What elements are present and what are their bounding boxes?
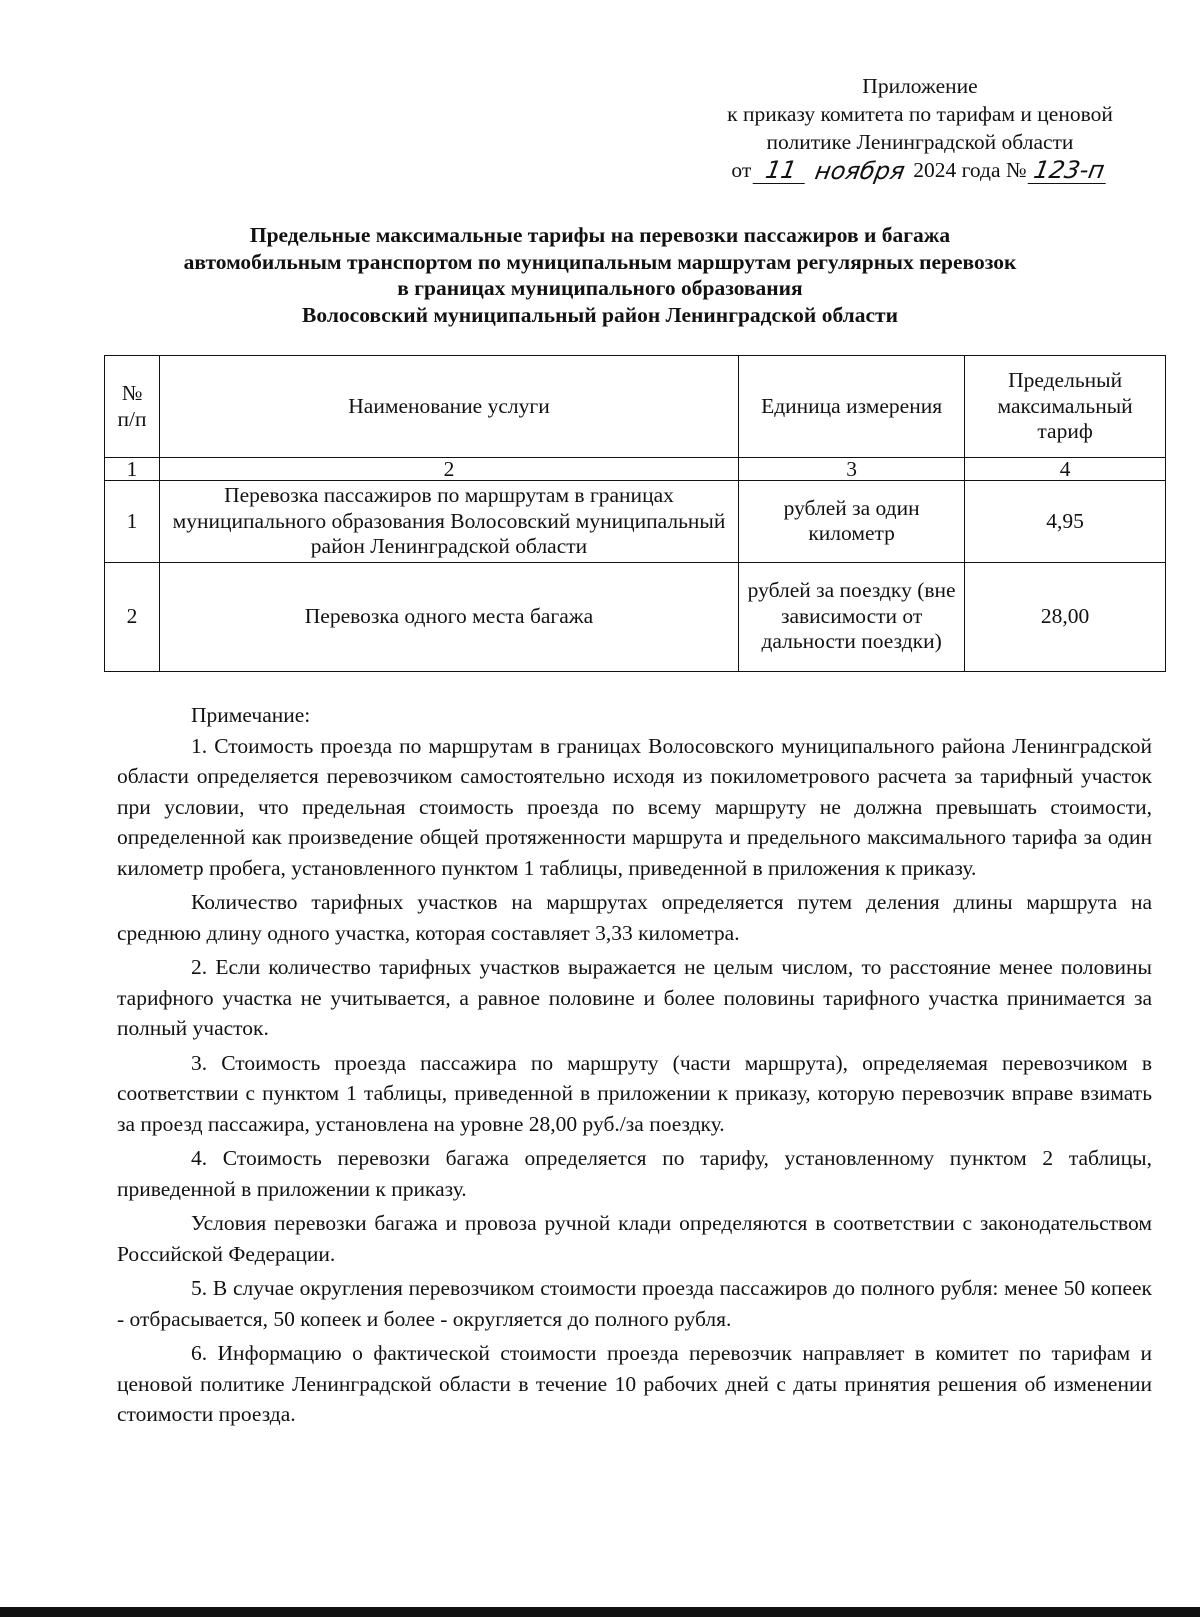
index-cell: 3 bbox=[739, 458, 965, 481]
title-line-4: Волосовский муниципальный район Ленинградской области bbox=[302, 302, 898, 327]
header-name: Наименование услуги bbox=[159, 356, 738, 458]
title-line-1: Предельные максимальные тарифы на перевозки пассажиров и багажа bbox=[249, 223, 951, 247]
scan-edge-bar bbox=[0, 1607, 1200, 1617]
note-paragraph: 3. Стоимость проезда пассажира по маршруту (части маршрута), определяемая перевозчиком в соответствии с пунктом 1 таблицы, приведенной в приложении к приказу, которую перевозчик вправе взимать за проезд пассажира, установлена на уровне 28,00 руб./за поездку. bbox=[117, 1050, 1152, 1136]
row-unit: рублей за поездку (вне зависимости от дальности поездки) bbox=[739, 562, 965, 671]
row-num: 1 bbox=[105, 481, 160, 563]
header-num: № п/п bbox=[105, 356, 160, 458]
row-tariff: 4,95 bbox=[965, 481, 1166, 563]
date-prefix: от bbox=[731, 158, 752, 182]
notes-section bbox=[117, 700, 1152, 1430]
appendix-title: Приложение bbox=[862, 74, 978, 98]
title-line-2: автомобильным транспортом по муниципальным маршрутам регулярных перевозок bbox=[183, 249, 1017, 274]
appendix-date-line bbox=[660, 156, 1180, 184]
note-paragraph: Условия перевозки багажа и провоза ручной клади определяются в соответствии с законодательством Российской Федерации. bbox=[117, 1211, 1152, 1266]
index-cell: 1 bbox=[105, 458, 160, 481]
note-paragraph: Количество тарифных участков на маршрутах определяется путем деления длины маршрута на среднюю длину одного участка, которая составляет 3,33 километра. bbox=[117, 890, 1152, 945]
table-row bbox=[105, 481, 1166, 563]
note-paragraph: 1. Стоимость проезда по маршрутам в границах Волосовского муниципального района Ленинградской области определяется перевозчиком самостоятельно исходя из покилометрового расчета за тарифный участок при условии, что предельная стоимость проезда по всему маршруту не должна превышать стоимости, определенной как произведение общей протяженности маршрута и предельного максимального тарифа за один километр пробега, установленного пунктом 1 таблицы, приведенной в приложения к приказу. bbox=[117, 733, 1152, 880]
date-year: 2024 года № bbox=[913, 158, 1027, 182]
header-tariff: Предельный максимальный тариф bbox=[965, 356, 1166, 458]
row-num: 2 bbox=[105, 562, 160, 671]
table-header-row bbox=[105, 356, 1166, 458]
header-unit: Единица измерения bbox=[739, 356, 965, 458]
index-cell: 4 bbox=[965, 458, 1166, 481]
document-title bbox=[100, 222, 1100, 328]
index-cell: 2 bbox=[159, 458, 738, 481]
notes-heading: Примечание: bbox=[191, 703, 311, 727]
table-row bbox=[105, 562, 1166, 671]
appendix-header bbox=[660, 72, 1180, 184]
note-paragraph: 4. Стоимость перевозки багажа определяется по тарифу, установленному пунктом 2 таблицы, приведенной в приложении к приказу. bbox=[117, 1146, 1152, 1201]
tariff-table bbox=[104, 355, 1166, 672]
appendix-committee: политике Ленинградской области bbox=[766, 130, 1074, 154]
appendix-order-ref: к приказу комитета по тарифам и ценовой bbox=[727, 102, 1113, 126]
handwritten-order-number: 123-п bbox=[1028, 157, 1111, 184]
row-tariff: 28,00 bbox=[965, 562, 1166, 671]
note-paragraph: 6. Информацию о фактической стоимости проезда перевозчик направляет в комитет по тарифам и ценовой политике Ленинградской области в течение 10 рабочих дней с даты принятия решения об изменении стоимости проезда. bbox=[117, 1341, 1152, 1426]
row-service-name: Перевозка одного места багажа bbox=[159, 562, 738, 671]
handwritten-day: 11 bbox=[753, 157, 810, 184]
table-index-row bbox=[105, 458, 1166, 481]
row-service-name: Перевозка пассажиров по маршрутам в границах муниципального образования Волосовский муниципальный район Ленинградской области bbox=[159, 481, 738, 563]
row-unit: рублей за один километр bbox=[739, 481, 965, 563]
title-line-3: в границах муниципального образования bbox=[397, 276, 803, 300]
note-paragraph: 5. В случае округления перевозчиком стоимости проезда пассажиров до полного рубля: менее 50 копеек - отбрасывается, 50 копеек и более - округляется до полного рубля. bbox=[117, 1276, 1152, 1331]
note-paragraph: 2. Если количество тарифных участков выражается не целым числом, то расстояние менее половины тарифного участка не учитывается, а равное половине и более половины тарифного участка принимается за полный участок. bbox=[117, 955, 1152, 1040]
handwritten-month: ноября bbox=[813, 157, 908, 185]
